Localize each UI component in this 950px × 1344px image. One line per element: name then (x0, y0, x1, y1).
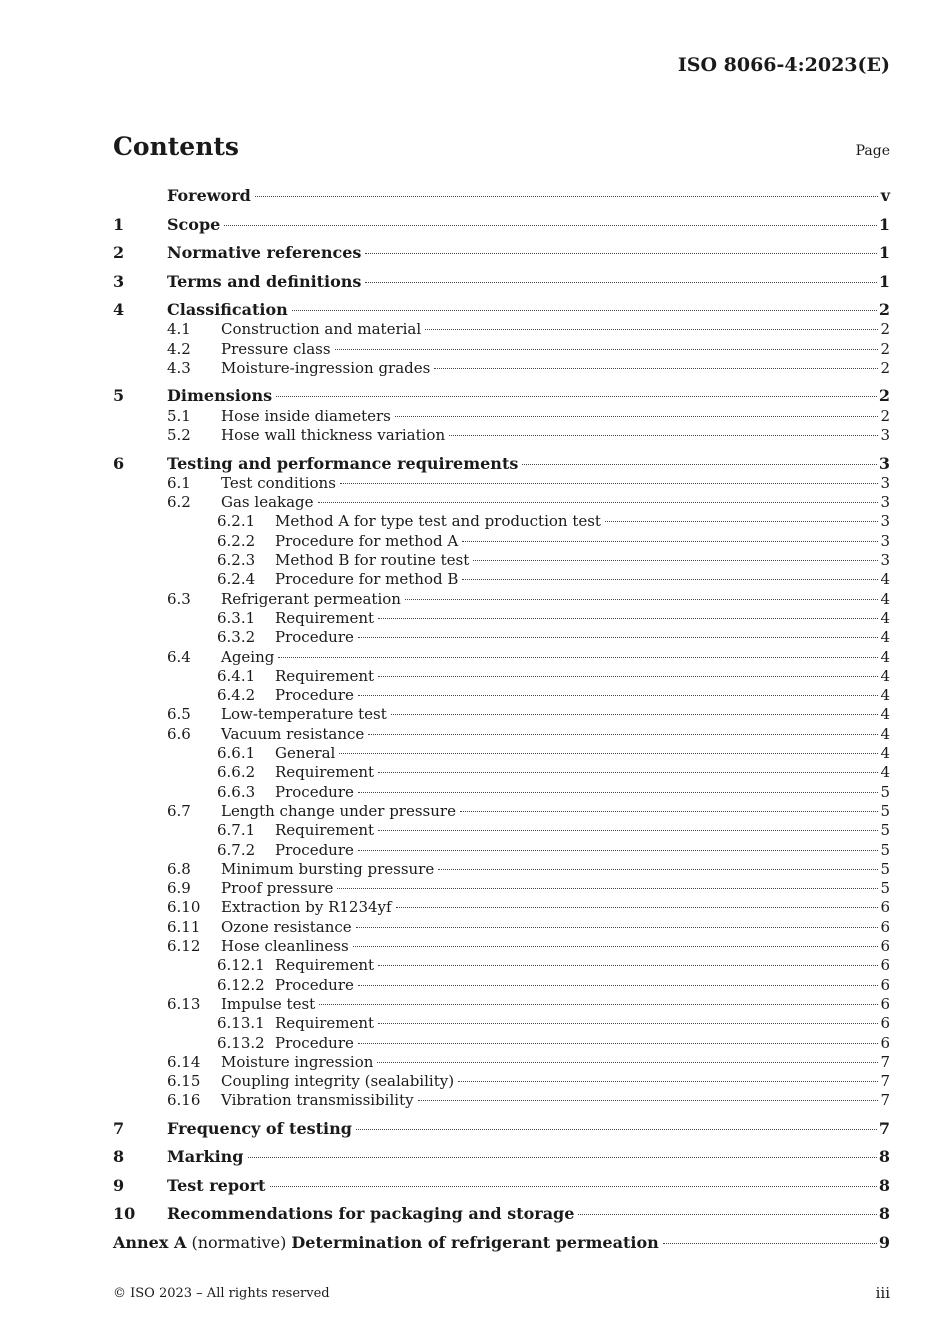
toc-entry[interactable] (113, 608, 890, 628)
toc-entry-page: 4 (880, 686, 890, 705)
toc-entry-page: 3 (880, 512, 890, 531)
toc-dot-leader (248, 1157, 877, 1158)
toc-dot-leader (356, 1129, 877, 1130)
toc-entry-number: 6.2.1 (217, 512, 256, 531)
toc-dot-leader (358, 637, 878, 638)
annex-title: Determination of refrigerant permeation (291, 1232, 659, 1252)
toc-entry[interactable] (113, 550, 890, 570)
toc-dot-leader (460, 811, 878, 812)
toc-entry-title: Procedure (275, 1033, 354, 1052)
toc-dot-leader (358, 1043, 878, 1044)
toc-entry-title: Method B for routine test (275, 551, 470, 569)
toc-entry-number: 1 (113, 214, 125, 234)
toc-entry-page: 4 (880, 608, 890, 627)
toc-entry-page: 6 (880, 956, 890, 975)
toc-entry[interactable] (113, 425, 890, 445)
toc-entry-title: Procedure (275, 782, 354, 801)
toc-entry-number: 6.10 (167, 898, 201, 917)
toc-dot-leader (462, 579, 878, 580)
toc-entry-title: Requirement (275, 666, 375, 685)
toc-entry-page: 4 (880, 744, 890, 762)
toc-entry-title: Low-temperature test (221, 705, 387, 724)
toc-dot-leader (522, 464, 877, 465)
toc-dot-leader (276, 396, 877, 397)
toc-entry[interactable] (113, 1176, 890, 1196)
toc-entry-number: 6.5 (167, 705, 191, 724)
toc-entry-title: Recommendations for packaging and storage (167, 1204, 575, 1224)
toc-dot-leader (378, 1023, 878, 1024)
toc-entry-number: 6.1 (167, 473, 191, 492)
toc-entry-page: 5 (880, 879, 890, 898)
toc-dot-leader (358, 985, 878, 986)
toc-entry-page: 5 (880, 859, 890, 878)
toc-entry[interactable] (113, 1233, 890, 1253)
toc-entry-number: 10 (113, 1204, 136, 1224)
toc-entry-number: 4.1 (167, 320, 191, 339)
toc-entry-title: Requirement (275, 821, 375, 840)
toc-entry-title: Terms and definitions (167, 271, 362, 291)
toc-entry-title: Vibration transmissibility (221, 1091, 414, 1110)
toc-entry-number: 6.2.4 (217, 570, 256, 589)
toc-dot-leader (578, 1214, 876, 1215)
toc-entry-page: 3 (880, 551, 890, 569)
toc-dot-leader (396, 907, 878, 908)
toc-entry[interactable] (113, 743, 890, 763)
toc-entry-page: 4 (880, 628, 890, 647)
toc-entry-page: 5 (880, 782, 890, 801)
toc-entry-number: 6.13 (167, 994, 201, 1013)
toc-dot-leader (358, 850, 878, 851)
toc-entry-number: 6.3 (167, 589, 191, 608)
toc-entry-title: Length change under pressure (221, 801, 456, 820)
toc-entry[interactable] (113, 1052, 890, 1072)
toc-entry-title: General (275, 744, 336, 762)
toc-entry-title: Impulse test (221, 994, 316, 1013)
toc-entry[interactable] (113, 1071, 890, 1091)
contents-title: Contents (113, 132, 240, 161)
toc-entry-number: 6.3.2 (217, 628, 256, 647)
toc-entry[interactable] (113, 724, 890, 744)
toc-entry-title: Testing and performance requirements (167, 453, 519, 473)
toc-entry-title: Ozone resistance (221, 917, 352, 936)
toc-entry-number: 6.12.1 (217, 956, 265, 975)
toc-entry-number: 7 (113, 1118, 125, 1138)
toc-entry-title: Hose cleanliness (221, 937, 349, 955)
toc-dot-leader (365, 253, 876, 254)
toc-dot-leader (337, 888, 878, 889)
toc-entry-number: 6.6.1 (217, 744, 256, 762)
toc-dot-leader (462, 541, 878, 542)
toc-entry-number: 6.4.2 (217, 686, 256, 705)
toc-entry[interactable] (113, 215, 890, 235)
toc-entry-number: 6.14 (167, 1052, 201, 1071)
toc-entry-number: 4.3 (167, 358, 191, 377)
toc-entry-page: 1 (878, 214, 890, 234)
page-column-label: Page (855, 143, 890, 159)
toc-entry-page: 4 (880, 570, 890, 589)
toc-entry-title: Scope (167, 214, 221, 234)
toc-dot-leader (353, 946, 878, 947)
toc-entry-page: 7 (880, 1091, 890, 1110)
toc-entry-page: 5 (880, 840, 890, 859)
toc-entry-page: 4 (880, 763, 890, 782)
toc-entry[interactable] (113, 955, 890, 975)
toc-entry-number: 6 (113, 453, 125, 473)
toc-entry[interactable] (113, 917, 890, 937)
toc-entry-number: 8 (113, 1147, 125, 1167)
toc-entry-page: 7 (880, 1052, 890, 1071)
toc-entry-number: 6.4 (167, 647, 191, 666)
toc-entry-number: 6.2.2 (217, 531, 256, 550)
toc-entry[interactable] (113, 1204, 890, 1224)
toc-entry-title: Procedure (275, 840, 354, 859)
toc-entry[interactable] (113, 666, 890, 686)
toc-entry-number: 6.4.1 (217, 666, 256, 685)
toc-entry-title: Requirement (275, 763, 375, 782)
toc-entry[interactable] (113, 782, 890, 802)
toc-entry-page: 5 (880, 801, 890, 820)
toc-entry-title: Moisture-ingression grades (221, 358, 431, 377)
toc-dot-leader (378, 772, 878, 773)
toc-dot-leader (449, 435, 878, 436)
toc-dot-leader (335, 349, 878, 350)
toc-entry-number: 6.7 (167, 801, 191, 820)
toc-entry[interactable] (113, 454, 890, 474)
toc-entry[interactable] (113, 994, 890, 1014)
toc-entry-number: 5.1 (167, 406, 191, 425)
toc-entry[interactable] (113, 186, 890, 206)
toc-dot-leader (418, 1100, 878, 1101)
toc-entry-number: 6.9 (167, 879, 191, 898)
toc-dot-leader (292, 310, 877, 311)
toc-entry-title: Method A for type test and production test (275, 512, 601, 531)
toc-entry-page: 6 (880, 937, 890, 955)
table-of-contents (113, 0, 890, 1300)
toc-dot-leader (395, 416, 878, 417)
toc-entry[interactable] (113, 704, 890, 724)
toc-entry-title: Procedure (275, 975, 354, 994)
toc-dot-leader (473, 560, 878, 561)
toc-entry-title: Foreword (167, 186, 251, 205)
toc-entry-number: 4 (113, 300, 125, 319)
toc-entry[interactable] (113, 820, 890, 840)
toc-dot-leader (356, 927, 878, 928)
toc-entry-page: 6 (880, 1014, 890, 1033)
toc-entry-number: 6.15 (167, 1072, 201, 1091)
toc-entry[interactable] (113, 492, 890, 512)
toc-entry-number: 6.6.3 (217, 782, 256, 801)
toc-dot-leader (378, 965, 878, 966)
toc-entry-page: 4 (880, 705, 890, 724)
toc-dot-leader (378, 830, 878, 831)
toc-entry-page: 2 (880, 406, 890, 425)
toc-entry-page: 4 (880, 724, 890, 743)
toc-entry-title: Vacuum resistance (221, 724, 365, 743)
toc-entry-title: Procedure (275, 686, 354, 705)
toc-dot-leader (425, 329, 878, 330)
toc-entry[interactable] (113, 1090, 890, 1110)
toc-entry-title: Gas leakage (221, 493, 314, 512)
toc-entry[interactable] (113, 589, 890, 609)
toc-entry-title: Construction and material (221, 320, 422, 339)
toc-entry-number: 6.8 (167, 859, 191, 878)
toc-entry[interactable] (113, 1119, 890, 1139)
toc-entry-page: 3 (880, 473, 890, 492)
toc-dot-leader (378, 618, 878, 619)
toc-dot-leader (318, 502, 878, 503)
toc-dot-leader (438, 869, 878, 870)
toc-entry-title: Hose wall thickness variation (221, 426, 446, 444)
toc-entry[interactable] (113, 511, 890, 531)
toc-entry-title: Moisture ingression (221, 1052, 374, 1071)
toc-dot-leader (319, 1004, 878, 1005)
toc-dot-leader (605, 521, 878, 522)
toc-dot-leader (458, 1081, 878, 1082)
toc-entry[interactable] (113, 1013, 890, 1033)
toc-entry-page: 1 (878, 243, 890, 262)
toc-entry[interactable] (113, 1147, 890, 1167)
toc-entry-number: 2 (113, 243, 125, 262)
toc-entry[interactable] (113, 300, 890, 320)
toc-entry-number: 6.6 (167, 724, 191, 743)
toc-entry-title: Dimensions (167, 386, 273, 406)
annex-type: (normative) (186, 1232, 292, 1252)
toc-entry-title: Pressure class (221, 339, 331, 358)
toc-entry-page: 4 (880, 647, 890, 666)
footer-copyright: © ISO 2023 – All rights reserved (113, 1286, 330, 1301)
toc-entry-title: Hose inside diameters (221, 406, 391, 425)
toc-entry-page: 3 (880, 426, 890, 444)
toc-entry[interactable] (113, 685, 890, 705)
toc-entry-number: 5.2 (167, 426, 191, 444)
toc-entry-title: Frequency of testing (167, 1118, 352, 1138)
toc-entry-title: Procedure for method A (275, 531, 459, 550)
toc-entry-title: Test report (167, 1175, 266, 1195)
toc-entry[interactable] (113, 473, 890, 493)
toc-entry-page: 2 (880, 339, 890, 358)
toc-entry-page: 9 (878, 1232, 890, 1252)
toc-entry-page: 7 (880, 1072, 890, 1091)
toc-dot-leader (405, 599, 878, 600)
toc-entry[interactable] (113, 358, 890, 378)
toc-entry[interactable] (113, 272, 890, 292)
annex-label: Annex A (113, 1232, 187, 1252)
toc-entry-title: Classification (167, 300, 288, 319)
toc-entry-number: 6.11 (167, 917, 201, 936)
toc-entry-number: 3 (113, 271, 125, 291)
toc-entry-title: Refrigerant permeation (221, 589, 401, 608)
toc-entry-title: Coupling integrity (sealability) (221, 1072, 455, 1091)
toc-entry-page: 3 (880, 493, 890, 512)
toc-entry[interactable] (113, 975, 890, 995)
toc-entry[interactable] (113, 936, 890, 956)
toc-entry[interactable] (113, 531, 890, 551)
toc-entry-page: 7 (878, 1118, 890, 1138)
toc-entry-title: Minimum bursting pressure (221, 859, 435, 878)
toc-entry[interactable] (113, 878, 890, 898)
toc-entry[interactable] (113, 762, 890, 782)
toc-dot-leader (255, 196, 878, 197)
toc-entry-page: 8 (878, 1175, 890, 1195)
toc-entry-page: 3 (878, 453, 890, 473)
toc-entry-page: 2 (878, 300, 890, 319)
toc-entry[interactable] (113, 897, 890, 917)
toc-entry[interactable] (113, 339, 890, 359)
toc-entry-number: 6.7.2 (217, 840, 256, 859)
toc-entry-page: 2 (878, 386, 890, 406)
toc-entry-page: 2 (880, 358, 890, 377)
toc-entry-title: Requirement (275, 956, 375, 975)
toc-dot-leader (663, 1243, 877, 1244)
toc-entry-number: 6.7.1 (217, 821, 256, 840)
toc-dot-leader (358, 792, 878, 793)
toc-entry[interactable] (113, 1033, 890, 1053)
toc-entry-page: 8 (878, 1204, 890, 1224)
toc-entry-title: Procedure (275, 628, 354, 647)
toc-entry-page: 2 (880, 320, 890, 339)
toc-dot-leader (278, 657, 878, 658)
toc-entry-number: 6.12.2 (217, 975, 265, 994)
toc-entry-page: 5 (880, 821, 890, 840)
toc-entry-title: Normative references (167, 243, 362, 262)
toc-dot-leader (368, 734, 878, 735)
toc-dot-leader (434, 368, 878, 369)
toc-dot-leader (339, 753, 878, 754)
toc-entry-number: 6.2.3 (217, 551, 256, 569)
toc-entry-title: Extraction by R1234yf (221, 898, 392, 917)
toc-dot-leader (358, 695, 878, 696)
toc-dot-leader (270, 1186, 877, 1187)
toc-dot-leader (365, 282, 876, 283)
toc-entry-number: 6.2 (167, 493, 191, 512)
toc-entry-number: 6.13.1 (217, 1014, 265, 1033)
toc-dot-leader (224, 225, 877, 226)
toc-entry-page: 6 (880, 898, 890, 917)
toc-entry-title: Ageing (221, 647, 275, 666)
toc-entry-page: 1 (878, 271, 890, 291)
toc-entry-number: 5 (113, 386, 125, 406)
toc-entry[interactable] (113, 243, 890, 263)
toc-entry[interactable] (113, 627, 890, 647)
toc-dot-leader (377, 1062, 878, 1063)
toc-entry[interactable] (113, 386, 890, 406)
toc-entry-number: 6.3.1 (217, 608, 256, 627)
toc-entry-page: 4 (880, 666, 890, 685)
toc-dot-leader (378, 676, 878, 677)
toc-entry-page: 4 (880, 589, 890, 608)
toc-entry[interactable] (113, 569, 890, 589)
toc-entry-title: Requirement (275, 608, 375, 627)
toc-entry[interactable] (113, 647, 890, 667)
toc-entry-title: Requirement (275, 1014, 375, 1033)
toc-entry-title (113, 1233, 661, 1253)
toc-entry-page: 6 (880, 994, 890, 1013)
toc-entry-number: 4.2 (167, 339, 191, 358)
toc-entry[interactable] (113, 859, 890, 879)
document-code: ISO 8066-4:2023(E) (677, 54, 890, 76)
toc-entry-title: Proof pressure (221, 879, 334, 898)
toc-entry-page: 8 (878, 1147, 890, 1167)
toc-entry[interactable] (113, 840, 890, 860)
toc-entry-page: 6 (880, 917, 890, 936)
toc-entry-title: Test conditions (221, 473, 336, 492)
toc-entry-page: v (880, 186, 890, 205)
toc-entry-title: Marking (167, 1147, 244, 1167)
toc-entry-page: 3 (880, 531, 890, 550)
toc-entry[interactable] (113, 801, 890, 821)
footer-page-number: iii (875, 1284, 890, 1302)
toc-dot-leader (340, 483, 878, 484)
toc-entry-number: 9 (113, 1175, 125, 1195)
toc-entry[interactable] (113, 406, 890, 426)
toc-entry-number: 6.6.2 (217, 763, 256, 782)
toc-entry-page: 6 (880, 975, 890, 994)
toc-entry-number: 6.12 (167, 937, 201, 955)
toc-entry-title: Procedure for method B (275, 570, 459, 589)
toc-entry-page: 6 (880, 1033, 890, 1052)
toc-entry-number: 6.16 (167, 1091, 201, 1110)
toc-dot-leader (391, 714, 878, 715)
toc-entry[interactable] (113, 319, 890, 339)
toc-entry-number: 6.13.2 (217, 1033, 265, 1052)
